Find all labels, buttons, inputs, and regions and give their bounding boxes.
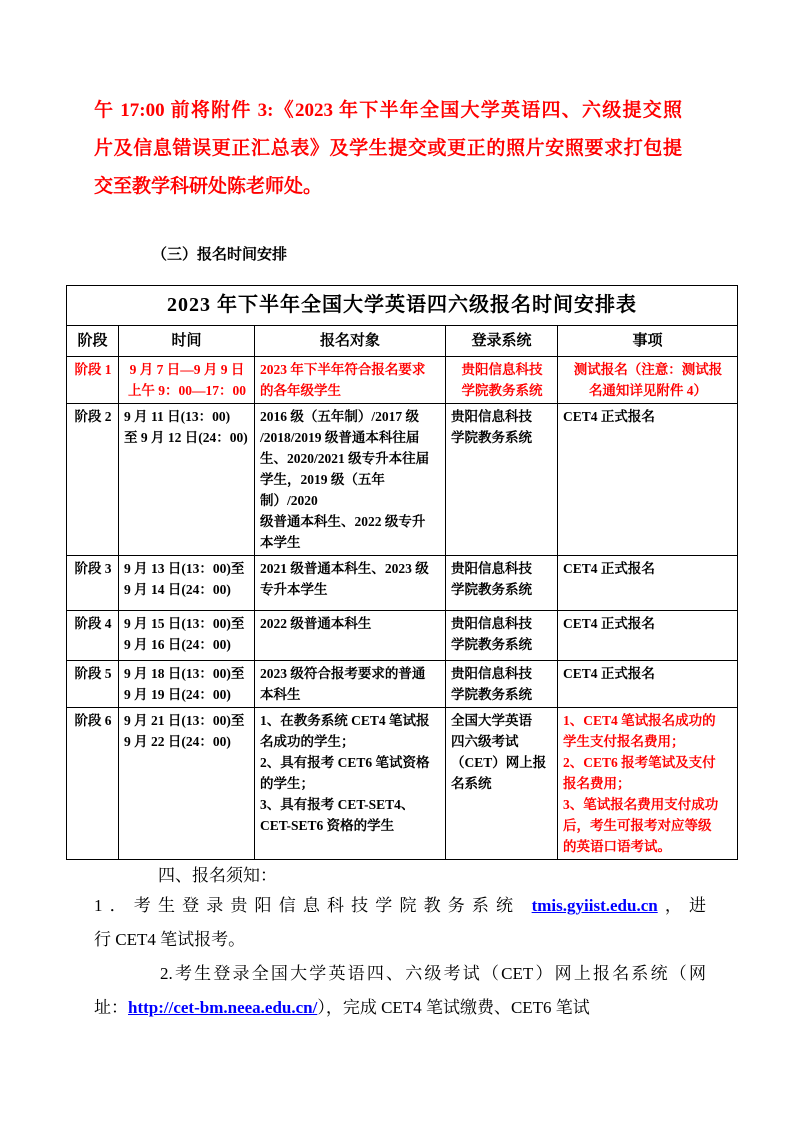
matter-cell: CET4 正式报名: [558, 556, 738, 611]
matter-cell: 1、CET4 笔试报名成功的 学生支付报名费用； 2、CET6 报考笔试及支付 报名费用； 3、笔试报名费用支付成功 后，考生可报考对应等级 的英语口语考试。: [558, 708, 738, 860]
target-cell: 1、在教务系统 CET4 笔试报 名成功的学生； 2、具有报考 CET6 笔试资格 的学生； 3、具有报考 CET-SET4、 CET-SET6 资格的学生: [255, 708, 446, 860]
notes-item-2-line-1: 2.考生登录全国大学英语四、六级考试（CET）网上报名系统（网: [160, 964, 706, 983]
time-cell: 9 月 11 日(13：00) 至 9 月 12 日(24：00): [119, 404, 255, 556]
target-cell: 2016 级（五年制）/2017 级 /2018/2019 级普通本科往届 生、2020/2021 级专升本往届 学生，2019 级（五年制）/2020 级普通本科生、2022 级专升 本学生: [255, 404, 446, 556]
time-cell: 9 月 21 日(13：00)至 9 月 22 日(24：00): [119, 708, 255, 860]
matter-cell: 测试报名（注意：测试报 名通知详见附件 4）: [558, 357, 738, 404]
column-header-stage: 阶段: [67, 326, 119, 357]
stage-cell: 阶段 6: [67, 708, 119, 860]
stage-cell: 阶段 4: [67, 611, 119, 661]
time-cell: 9 月 15 日(13：00)至 9 月 16 日(24：00): [119, 611, 255, 661]
time-cell: 9 月 13 日(13：00)至 9 月 14 日(24：00): [119, 556, 255, 611]
registration-schedule-table: [66, 285, 738, 860]
system-cell: 贵阳信息科技 学院教务系统: [446, 611, 558, 661]
table-row: [67, 404, 738, 556]
target-cell: 2022 级普通本科生: [255, 611, 446, 661]
notes-item-1-line-1: [94, 889, 706, 923]
table-row: [67, 556, 738, 611]
notes-item-2-line-2: [94, 991, 706, 1025]
table-header-row: [67, 326, 738, 357]
intro-line: 午 17:00 前将附件 3:《2023 年下半年全国大学英语四、六级提交照: [94, 100, 682, 121]
column-header-matter: 事项: [558, 326, 738, 357]
cet-bm-link[interactable]: http://cet-bm.neea.edu.cn/: [128, 998, 318, 1017]
table-row: [67, 661, 738, 708]
stage-cell: 阶段 3: [67, 556, 119, 611]
system-cell: 贵阳信息科技 学院教务系统: [446, 357, 558, 404]
stage-cell: 阶段 5: [67, 661, 119, 708]
table-row: [67, 708, 738, 860]
stage-cell: 阶段 1: [67, 357, 119, 404]
column-header-system: 登录系统: [446, 326, 558, 357]
matter-cell: CET4 正式报名: [558, 404, 738, 556]
system-cell: 贵阳信息科技 学院教务系统: [446, 404, 558, 556]
notes-item-1: [94, 889, 706, 957]
stage-cell: 阶段 2: [67, 404, 119, 556]
table-row: [67, 611, 738, 661]
table-title: 2023 年下半年全国大学英语四六级报名时间安排表: [67, 286, 738, 326]
system-cell: 贵阳信息科技 学院教务系统: [446, 661, 558, 708]
system-cell: 贵阳信息科技 学院教务系统: [446, 556, 558, 611]
intro-line: 交至教学科研处陈老师处。: [94, 176, 323, 197]
time-cell: 9 月 7 日—9 月 9 日 上午 9：00—17：00: [119, 357, 255, 404]
notes-item-1-line-2: 行 CET4 笔试报考。: [94, 930, 246, 949]
column-header-time: 时间: [119, 326, 255, 357]
intro-paragraph: [94, 92, 682, 206]
target-cell: 2023 级符合报考要求的普通 本科生: [255, 661, 446, 708]
notes-heading: 四、报名须知：: [158, 866, 277, 885]
time-cell: 9 月 18 日(13：00)至 9 月 19 日(24：00): [119, 661, 255, 708]
tmis-link[interactable]: tmis.gyiist.edu.cn: [531, 896, 658, 915]
notes-item-2: [94, 957, 706, 1025]
notes-item-1-text: ，进: [657, 896, 707, 915]
notes-item-2-text: 址：: [94, 998, 128, 1017]
matter-cell: CET4 正式报名: [558, 611, 738, 661]
section-heading: （三）报名时间安排: [152, 246, 288, 263]
system-cell: 全国大学英语 四六级考试 （CET）网上报 名系统: [446, 708, 558, 860]
table-row: [67, 357, 738, 404]
intro-line: 片及信息错误更正汇总表》及学生提交或更正的照片安照要求打包提: [94, 138, 682, 159]
notes-item-2-text: ），完成 CET4 笔试缴费、CET6 笔试: [317, 998, 590, 1017]
matter-cell: CET4 正式报名: [558, 661, 738, 708]
target-cell: 2023 年下半年符合报名要求 的各年级学生: [255, 357, 446, 404]
notes-item-1-text: 1．考生登录贵阳信息科技学院教务系统: [94, 896, 532, 915]
target-cell: 2021 级普通本科生、2023 级 专升本学生: [255, 556, 446, 611]
column-header-target: 报名对象: [255, 326, 446, 357]
